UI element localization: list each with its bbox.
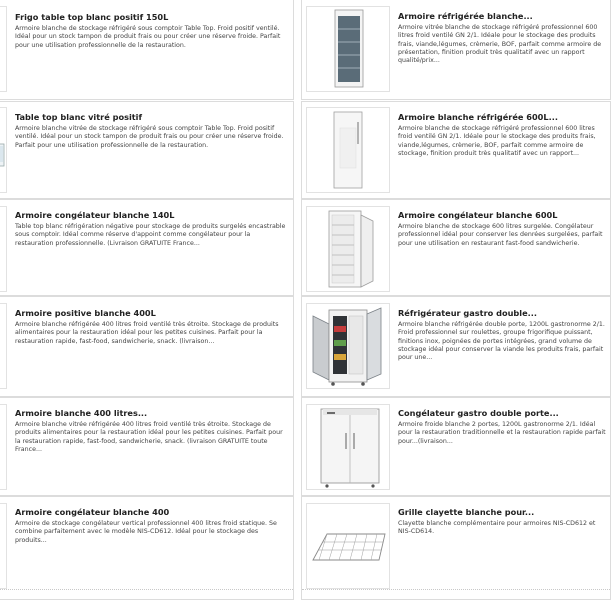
product-card[interactable] [301, 101, 611, 199]
product-card[interactable] [0, 0, 294, 100]
product-image[interactable] [0, 6, 7, 92]
product-title[interactable]: Armoire blanche 400 litres... [15, 408, 148, 418]
product-card[interactable] [301, 296, 611, 397]
product-title[interactable]: Armoire congélateur blanche 600L [398, 210, 558, 220]
product-title[interactable]: Table top blanc vitré positif [15, 112, 143, 122]
product-card[interactable] [0, 199, 294, 296]
product-description: Armoire blanche réfrigérée double porte, 1200L gastronorme 2/1. Froid professionnel sur roulettes, groupe frigorifique puissant, finitions inox, poignées de portes intégrées, grand volume de stockage idéal pour conserver la viande les produits frais, parfait pour une... [398, 321, 605, 362]
product-title[interactable]: Grille clayette blanche pour... [398, 507, 535, 517]
product-title[interactable]: Armoire congélateur blanche 400 [15, 507, 170, 517]
wire-shelf-image [307, 504, 389, 588]
product-title[interactable]: Armoire positive blanche 400L [15, 308, 156, 318]
product-description: Armoire blanche de stockage 600 litres surgelée. Congélateur professionnel idéal pour conserver les denrées surgelées, parfait pour une utilisation en restaurant fast-food sandwicherie. [398, 223, 603, 247]
open-freezer-image [307, 207, 389, 291]
product-description: Armoire blanche de stockage réfrigéré professionnel 600 litres froid ventilé GN 2/1. Idéale pour le stockage des produits frais, viande,légumes, crèmerie, BOF, parfait comme armoire de stockage, finition produit très qualitatif avec un rapport... [398, 125, 596, 157]
product-image[interactable] [306, 303, 390, 389]
product-image[interactable] [306, 404, 390, 490]
product-card[interactable] [301, 199, 611, 296]
product-image[interactable] [0, 107, 7, 193]
glass-door-fridge-image [0, 108, 8, 194]
glass-door-fridge-image [307, 7, 389, 91]
product-card[interactable] [0, 496, 294, 600]
product-description: Table top blanc réfrigération négative pour stockage de produits surgelés encastrable sous comptoir. Idéal comme réserve d'appoint comme congélateur pour la restauration professionnelle. (Livraison GRATUITE France... [15, 223, 286, 247]
product-title[interactable]: Armoire blanche réfrigérée 600L... [398, 112, 558, 122]
product-image[interactable] [0, 303, 7, 389]
product-description: Clayette blanche complémentaire pour armoires NIS-CD612 et NIS-CD614. [398, 520, 596, 536]
upright-fridge-image [307, 108, 389, 192]
product-title[interactable]: Armoire congélateur blanche 140L [15, 210, 175, 220]
product-description: Armoire blanche vitrée réfrigérée 400 litres froid ventilé très étroite. Stockage de produits alimentaires pour la restauration idéal pour les petites cuisines. Parfait pour la restauration rapide, fast-food, sandwicherie, snack. (livraison GRATUITE toute France... [15, 421, 283, 453]
product-card[interactable] [301, 0, 611, 100]
product-title[interactable]: Frigo table top blanc positif 150L [15, 12, 169, 22]
product-description: Armoire de stockage congélateur vertical professionnel 400 litres froid statique. Se combine parfaitement avec le modèle NIS-CD612. Idéal pour le stockage des produits... [15, 520, 277, 544]
product-description: Armoire vitrée blanche de stockage réfrigéré professionnel 600 litres froid ventilé GN 2/1. Idéale pour le stockage des produits frais, viande,légumes, crèmerie, BOF, parfait comme armoire de présentation, finition produit très qualitatif avec un rapport qualité/prix... [398, 24, 602, 65]
separator [302, 589, 610, 593]
open-double-fridge-image [307, 304, 389, 388]
product-description: Armoire blanche de stockage réfrigéré sous comptoir Table Top. Froid positif ventilé. Idéal pour un stock tampon de produit frais ou pour créer une réserve froide. Parfait pour une utilisation professionnelle de la restauration. [15, 25, 281, 49]
product-description: Armoire blanche vitrée de stockage réfrigéré sous comptoir Table Top. Froid positif ventilé. Idéal pour un stock tampon de produit frais ou pour créer une réserve froide. Parfait pour une utilisation professionnelle de la restauration. [15, 125, 284, 149]
product-title[interactable]: Congélateur gastro double porte... [398, 408, 559, 418]
product-card[interactable] [0, 296, 294, 397]
separator [0, 589, 293, 593]
product-image[interactable] [306, 6, 390, 92]
product-image[interactable] [0, 404, 7, 490]
double-door-freezer-image [307, 405, 389, 489]
product-image[interactable] [306, 503, 390, 589]
product-title[interactable]: Armoire réfrigérée blanche... [398, 11, 533, 21]
product-image[interactable] [306, 206, 390, 292]
product-card[interactable] [0, 101, 294, 199]
product-card[interactable] [0, 397, 294, 496]
product-image[interactable] [0, 206, 7, 292]
product-title[interactable]: Réfrigérateur gastro double... [398, 308, 537, 318]
product-card[interactable] [301, 496, 611, 600]
product-description: Armoire froide blanche 2 portes, 1200L gastronorme 2/1. Idéal pour la restauration traditionnelle et la restauration rapide parfait pour...(livraison... [398, 421, 606, 445]
product-card[interactable] [301, 397, 611, 496]
product-description: Armoire blanche réfrigérée 400 litres froid ventilé très étroite. Stockage de produits alimentaires pour la restauration idéal pour les petites cuisines. Parfait pour la restauration rapide, fast-food, sandwicherie, snack. (livraison... [15, 321, 279, 345]
product-image[interactable] [0, 503, 7, 589]
product-image[interactable] [306, 107, 390, 193]
